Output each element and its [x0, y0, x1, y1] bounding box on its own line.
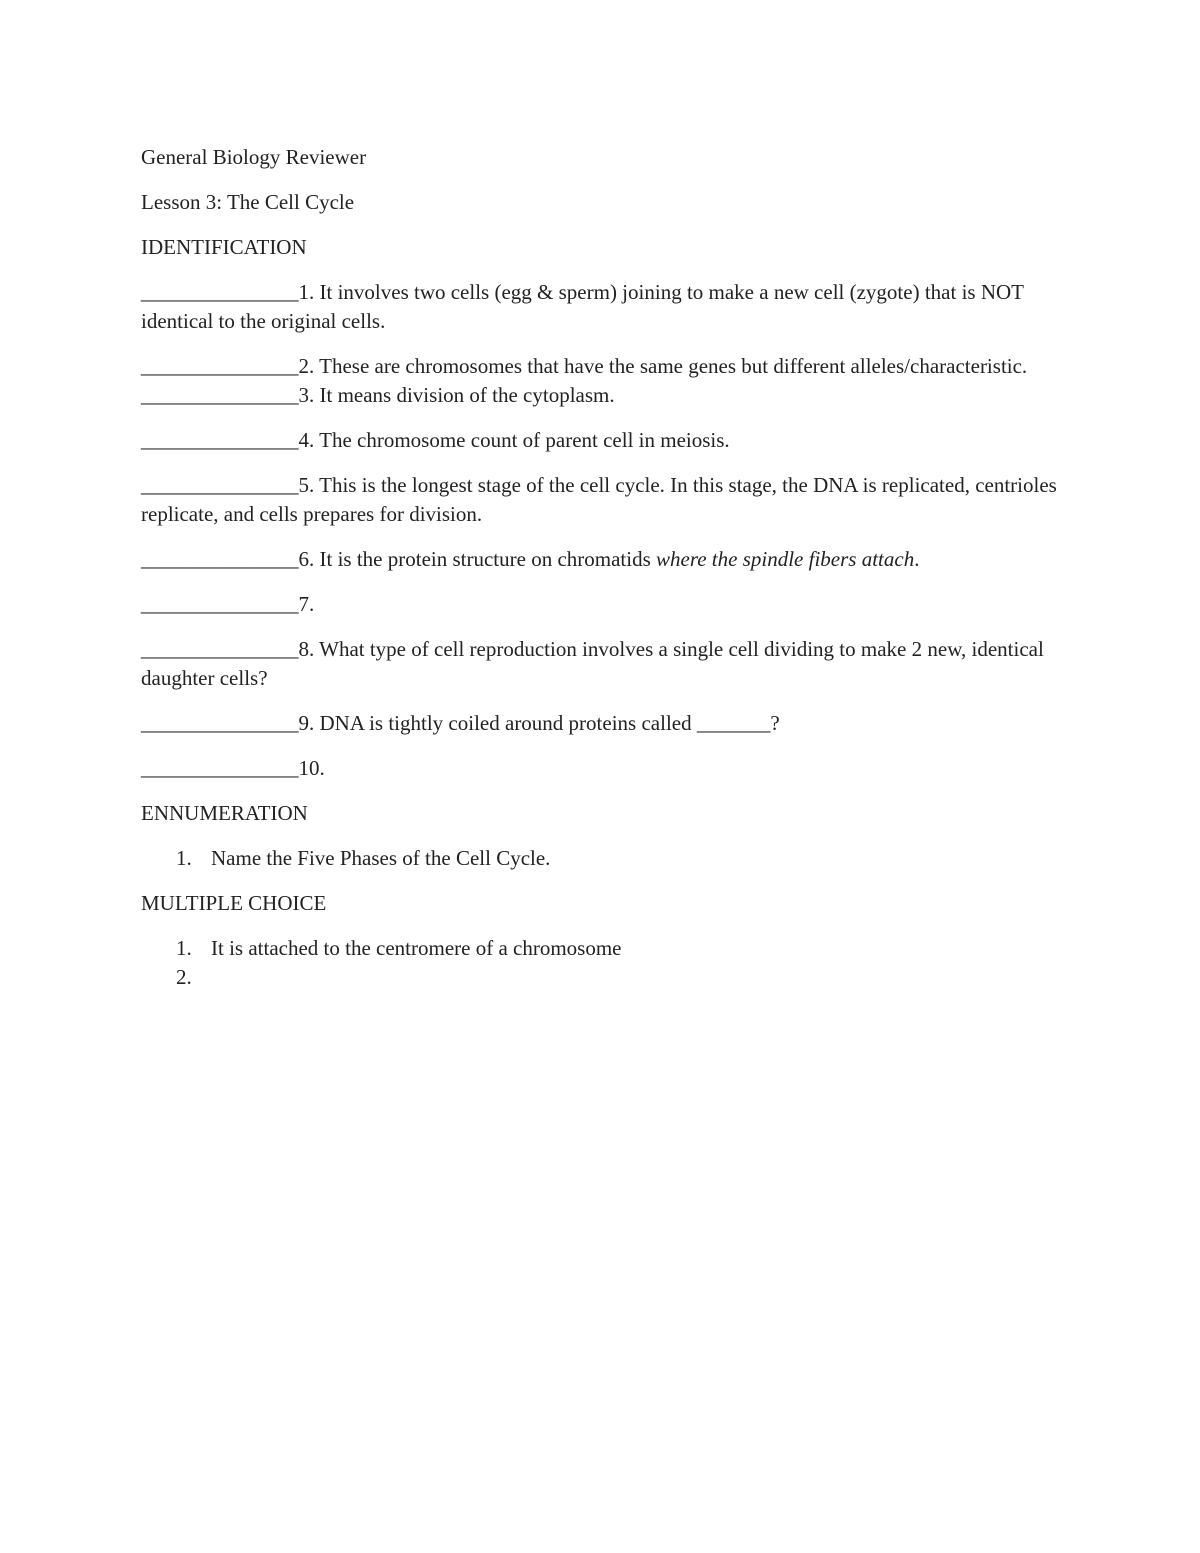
- item-number: 9.: [298, 711, 315, 735]
- item-text: What type of cell reproduction involves a single cell dividing to make 2 new, identical daughter cells?: [141, 637, 1044, 690]
- item-text: It is the protein structure on chromatids: [314, 547, 657, 571]
- identification-item-5: [141, 471, 1071, 529]
- document-title: General Biology Reviewer: [141, 145, 367, 169]
- item-number: 1.: [298, 280, 315, 304]
- item-number: 4.: [298, 428, 315, 452]
- item-number: 3.: [298, 383, 315, 407]
- item-text: It means division of the cytoplasm.: [314, 383, 615, 407]
- item-number: 7.: [298, 592, 315, 616]
- identification-item-2: [141, 352, 1071, 381]
- answer-blank: _______________: [141, 711, 299, 735]
- item-text: Name the Five Phases of the Cell Cycle.: [211, 846, 551, 870]
- answer-blank: _______________: [141, 383, 299, 407]
- item-text: The chromosome count of parent cell in meiosis.: [314, 428, 730, 452]
- item-text: DNA is tightly coiled around proteins called _______?: [314, 711, 780, 735]
- answer-blank: _______________: [141, 280, 299, 304]
- item-text: It involves two cells (egg & sperm) joining to make a new cell (zygote) that is NOT identical to the original cells.: [141, 280, 1024, 333]
- identification-item-9: [141, 709, 1071, 738]
- multiple-choice-heading: MULTIPLE CHOICE: [141, 891, 327, 915]
- item-text-italic: where the spindle fibers attach: [656, 547, 915, 571]
- item-number: 1.: [176, 936, 192, 960]
- identification-item-10: [141, 754, 1071, 783]
- item-number: 5.: [298, 473, 315, 497]
- item-number: 10.: [298, 756, 325, 780]
- identification-item-8: [141, 635, 1071, 693]
- item-number: 6.: [298, 547, 315, 571]
- answer-blank: _______________: [141, 592, 299, 616]
- answer-blank: _______________: [141, 637, 299, 661]
- item-number: 2.: [298, 354, 315, 378]
- item-text: These are chromosomes that have the same genes but different alleles/characteristic.: [314, 354, 1028, 378]
- identification-item-3: [141, 381, 1071, 410]
- item-text: This is the longest stage of the cell cycle. In this stage, the DNA is replicated, centrioles replicate, and cells prepares for division.: [141, 473, 1057, 526]
- multiple-choice-list: [141, 934, 1071, 989]
- item-text-end: .: [914, 547, 920, 571]
- enumeration-list: [141, 844, 1071, 873]
- answer-blank: _______________: [141, 473, 299, 497]
- identification-item-4: [141, 426, 1071, 455]
- answer-blank: _______________: [141, 547, 299, 571]
- item-number: 1.: [176, 846, 192, 870]
- identification-item-6: [141, 545, 1071, 574]
- item-number: 2.: [176, 965, 192, 989]
- list-item: [141, 934, 1071, 963]
- document-body: [141, 143, 1071, 989]
- list-item: [141, 844, 1071, 873]
- identification-item-7: [141, 590, 1071, 619]
- enumeration-heading: ENNUMERATION: [141, 801, 308, 825]
- item-text: It is attached to the centromere of a chromosome: [211, 936, 622, 960]
- answer-blank: _______________: [141, 354, 299, 378]
- answer-blank: _______________: [141, 428, 299, 452]
- identification-item-1: [141, 278, 1071, 336]
- item-number: 8.: [298, 637, 315, 661]
- identification-heading: IDENTIFICATION: [141, 235, 307, 259]
- answer-blank: _______________: [141, 756, 299, 780]
- lesson-title: Lesson 3: The Cell Cycle: [141, 190, 355, 214]
